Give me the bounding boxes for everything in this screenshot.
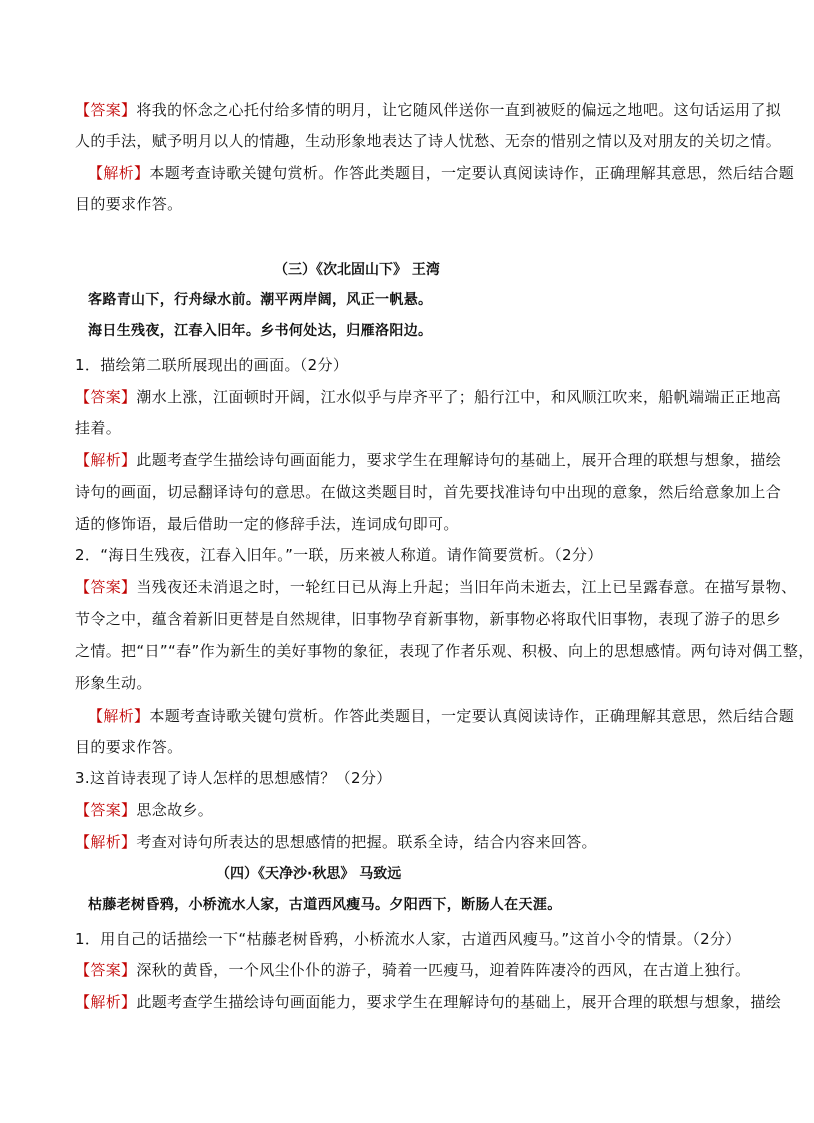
analysis-paragraph: 【解析】考查对诗句所表达的思想感情的把握。联系全诗，结合内容来回答。 <box>75 833 597 851</box>
answer-paragraph-cont: 节令之中，蕴含着新旧更替是自然规律，旧事物孕育新事物，新事物必将取代旧事物，表现了游子的思乡 <box>75 610 782 628</box>
analysis-paragraph-cont: 适的修饰语，最后借助一定的修辞手法，连词成句即可。 <box>75 515 459 533</box>
answer-paragraph-cont: 人的手法，赋予明月以人的情趣，生动形象地表达了诗人忧愁、无奈的惜别之情以及对朋友的关切之情。 <box>75 132 782 150</box>
answer-tag: 【答案】 <box>75 578 137 596</box>
answer-tag: 【答案】 <box>75 388 137 406</box>
analysis-paragraph-cont: 目的要求作答。 <box>75 195 183 213</box>
question: 2．“海日生残夜，江春入旧年。”一联，历来被人称道。请作简要赏析。（2分） <box>75 546 603 564</box>
answer-paragraph: 【答案】将我的怀念之心托付给多情的明月，让它随风伴送你一直到被贬的偏远之地吧。这句话运用了拟 <box>75 101 782 119</box>
analysis-paragraph: 【解析】本题考查诗歌关键句赏析。作答此类题目，一定要认真阅读诗作，正确理解其意思，然后结合题 <box>88 707 795 725</box>
poem-line: 客路青山下，行舟绿水前。潮平两岸阔，风正一帆悬。 <box>88 292 433 308</box>
answer-tag: 【答案】 <box>75 961 137 979</box>
answer-paragraph: 【答案】深秋的黄昏，一个风尘仆仆的游子，骑着一匹瘦马，迎着阵阵凄冷的西风，在古道上独行。 <box>75 961 751 979</box>
poem-title: （三）《次北固山下》 王湾 <box>274 262 440 278</box>
question: 3.这首诗表现了诗人怎样的思想感情？（2分） <box>75 769 392 787</box>
analysis-tag: 【解析】 <box>75 833 137 851</box>
analysis-tag: 【解析】 <box>75 993 137 1011</box>
answer-tag: 【答案】 <box>75 101 137 119</box>
poem-line: 枯藤老树昏鸦，小桥流水人家，古道西风瘦马。夕阳西下，断肠人在天涯。 <box>88 897 562 913</box>
analysis-paragraph: 【解析】本题考查诗歌关键句赏析。作答此类题目，一定要认真阅读诗作，正确理解其意思，然后结合题 <box>88 164 795 182</box>
answer-paragraph: 【答案】潮水上涨，江面顿时开阔，江水似乎与岸齐平了；船行江中，和风顺江吹来，船帆端端正正地高 <box>75 388 782 406</box>
question: 1．用自己的话描绘一下“枯藤老树昏鸦，小桥流水人家，古道西风瘦马。”这首小令的情景。（2分） <box>75 930 741 948</box>
answer-paragraph: 【答案】思念故乡。 <box>75 801 214 819</box>
analysis-paragraph-cont: 诗句的画面，切忌翻译诗句的意思。在做这类题目时，首先要找准诗句中出现的意象，然后给意象加上合 <box>75 483 782 501</box>
analysis-paragraph: 【解析】此题考查学生描绘诗句画面能力，要求学生在理解诗句的基础上，展开合理的联想与想象，描绘 <box>75 993 782 1011</box>
analysis-tag: 【解析】 <box>88 707 150 725</box>
question: 1．描绘第二联所展现出的画面。（2分） <box>75 356 349 374</box>
answer-paragraph-cont: 之情。把“日”“春”作为新生的美好事物的象征，表现了作者乐观、积极、向上的思想感情。两句诗对偶工整， <box>75 642 814 660</box>
poem-title: （四）《天净沙·秋思》 马致远 <box>216 866 402 882</box>
answer-paragraph-cont: 形象生动。 <box>75 674 152 692</box>
analysis-paragraph-cont: 目的要求作答。 <box>75 738 183 756</box>
answer-tag: 【答案】 <box>75 801 137 819</box>
analysis-tag: 【解析】 <box>75 451 137 469</box>
answer-paragraph-cont: 挂着。 <box>75 419 122 437</box>
answer-paragraph: 【答案】当残夜还未消退之时，一轮红日已从海上升起；当旧年尚未逝去，江上已呈露春意。在描写景物、 <box>75 578 797 596</box>
analysis-tag: 【解析】 <box>88 164 150 182</box>
analysis-paragraph: 【解析】此题考查学生描绘诗句画面能力，要求学生在理解诗句的基础上，展开合理的联想与想象，描绘 <box>75 451 782 469</box>
poem-line: 海日生残夜，江春入旧年。乡书何处达，归雁洛阳边。 <box>88 323 433 339</box>
